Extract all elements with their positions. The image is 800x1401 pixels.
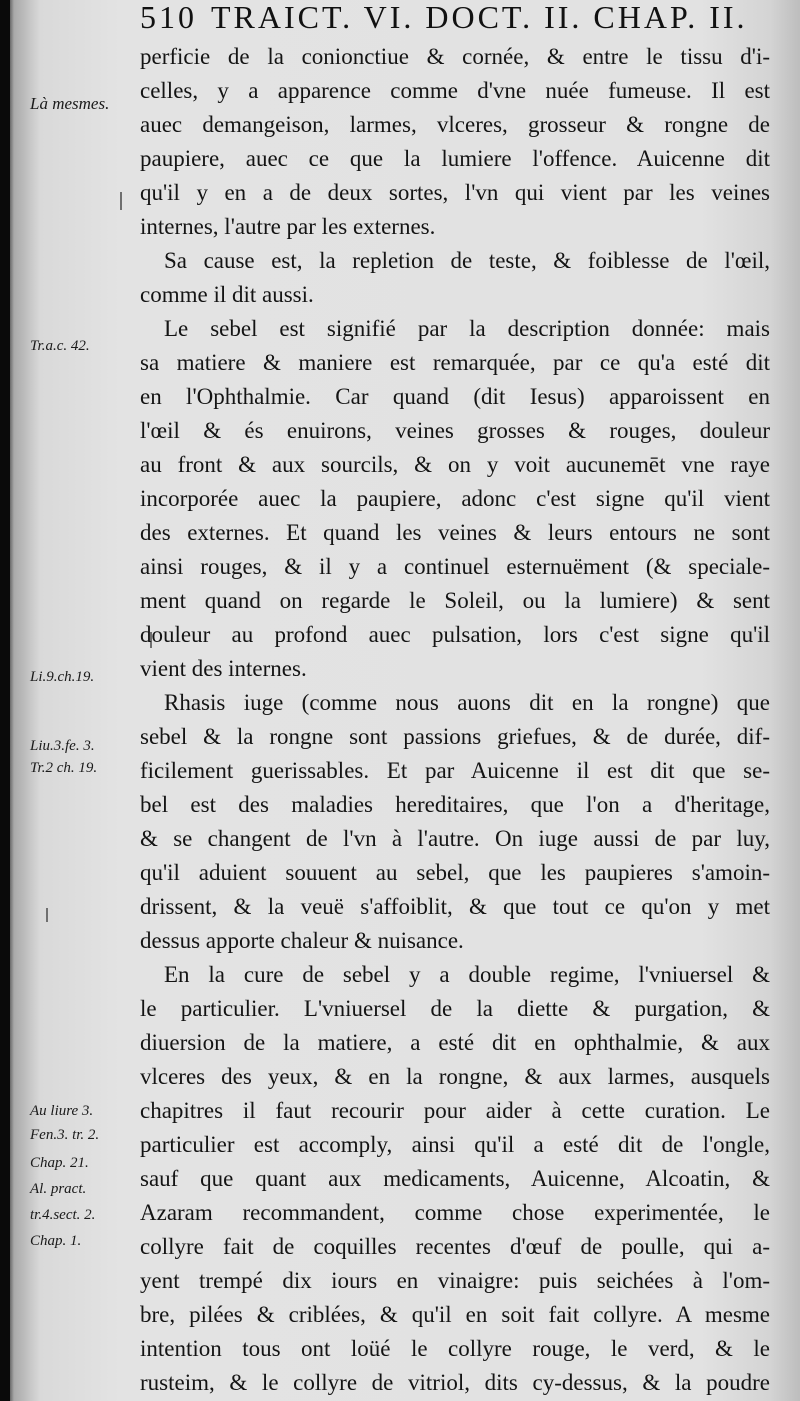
text-line: celles, y a apparence comme d'vne nuée fumeuse. Il est	[140, 78, 770, 103]
gutter-shadow	[0, 0, 10, 1401]
margin-note: Au liure 3.	[30, 1103, 94, 1119]
text-line: bre, pilées & criblées, & qu'il en soit fait collyre. A mesme	[140, 1302, 770, 1327]
text-line: ainsi rouges, & il y a continuel esternuëment (& speciale-	[140, 554, 770, 579]
text-line: intention tous ont loüé le collyre rouge, le verd, & le	[140, 1336, 770, 1361]
text-line: sa matiere & maniere est remarquée, par ce qu'a esté dit	[140, 350, 770, 375]
text-line: drissent, & la veuë s'affoiblit, & que tout ce qu'on y met	[140, 894, 770, 919]
text-line: chapitres il faut recourir pour aider à cette curation. Le	[140, 1098, 770, 1123]
paper-speck	[120, 192, 122, 210]
text-line: qu'il y en a de deux sortes, l'vn qui vient par les veines	[140, 180, 770, 205]
text-line: Sa cause est, la repletion de teste, & foiblesse de l'œil,	[164, 248, 770, 273]
text-line: particulier est accomply, ainsi qu'il a esté dit de l'ongle,	[140, 1132, 770, 1157]
text-line: internes, l'autre par les externes.	[140, 214, 436, 239]
text-line: diuersion de la matiere, a esté dit en ophthalmie, & aux	[140, 1030, 770, 1055]
text-line: au front & aux sourcils, & on y voit aucunemēt vne raye	[140, 452, 770, 477]
text-line: en l'Ophthalmie. Car quand (dit Iesus) apparoissent en	[140, 384, 770, 409]
margin-note: Chap. 1.	[30, 1233, 82, 1249]
text-line: vient des internes.	[140, 656, 307, 681]
text-line: qu'il aduient souuent au sebel, que les paupieres s'amoin-	[140, 860, 770, 885]
running-title: TRAICT. VI. DOCT. II. CHAP. II.	[211, 0, 748, 35]
text-line: douleur au profond auec pulsation, lors c'est signe qu'il	[140, 622, 770, 647]
text-line: rusteim, & le collyre de vitriol, dits cy-dessus, & la poudre	[140, 1370, 770, 1395]
text-line: dessus apporte chaleur & nuisance.	[140, 928, 464, 953]
margin-note: tr.4.sect. 2.	[30, 1207, 96, 1223]
running-header	[140, 0, 790, 36]
margin-note: Fen.3. tr. 2.	[30, 1127, 100, 1143]
text-line: En la cure de sebel y a double regime, l'vniuersel &	[164, 962, 770, 987]
margin-note: Liu.3.fe. 3.	[30, 738, 95, 754]
margin-note: Al. pract.	[30, 1181, 87, 1197]
text-line: comme il dit aussi.	[140, 282, 314, 307]
text-line: yent trempé dix iours en vinaigre: puis seichées à l'om-	[140, 1268, 770, 1293]
margin-note: Là mesmes.	[30, 94, 110, 113]
text-line: & se changent de l'vn à l'autre. On iuge aussi de par luy,	[140, 826, 770, 851]
margin-note: Tr.2 ch. 19.	[30, 760, 98, 776]
margin-note: Chap. 21.	[30, 1155, 89, 1171]
text-line: le particulier. L'vniuersel de la diette & purgation, &	[140, 996, 770, 1021]
text-line: perficie de la conionctiue & cornée, & entre le tissu d'i-	[140, 44, 770, 69]
paper-speck	[46, 908, 48, 922]
main-text	[140, 40, 770, 1400]
text-line: incorporée auec la paupiere, adonc c'est signe qu'il vient	[140, 486, 770, 511]
text-line: collyre fait de coquilles recentes d'œuf de poulle, qui a-	[140, 1234, 770, 1259]
text-line: bel est des maladies hereditaires, que l'on a d'heritage,	[140, 792, 770, 817]
text-line: vlceres des yeux, & en la rongne, & aux larmes, ausquels	[140, 1064, 770, 1089]
text-line: sebel & la rongne sont passions griefues, & de durée, dif-	[140, 724, 770, 749]
text-line: des externes. Et quand les veines & leurs entours ne sont	[140, 520, 770, 545]
text-line: l'œil & és enuirons, veines grosses & rouges, douleur	[140, 418, 770, 443]
margin-note: Tr.a.c. 42.	[30, 338, 90, 354]
text-line: Azaram recommandent, comme chose experimentée, le	[140, 1200, 770, 1225]
text-line: sauf que quant aux medicaments, Auicenne, Alcoatin, &	[140, 1166, 770, 1191]
text-line: Le sebel est signifié par la description donnée: mais	[164, 316, 770, 341]
margin-note: Li.9.ch.19.	[30, 669, 95, 685]
page-number: 510	[140, 0, 197, 35]
text-line: paupiere, auec ce que la lumiere l'offence. Auicenne dit	[140, 146, 770, 171]
text-line: ment quand on regarde le Soleil, ou la lumiere) & sent	[140, 588, 770, 613]
text-line: auec demangeison, larmes, vlceres, grosseur & rongne de	[140, 112, 770, 137]
text-line: ficilement guerissables. Et par Auicenne il est dit que se-	[140, 758, 770, 783]
text-line: Rhasis iuge (comme nous auons dit en la rongne) que	[164, 690, 770, 715]
